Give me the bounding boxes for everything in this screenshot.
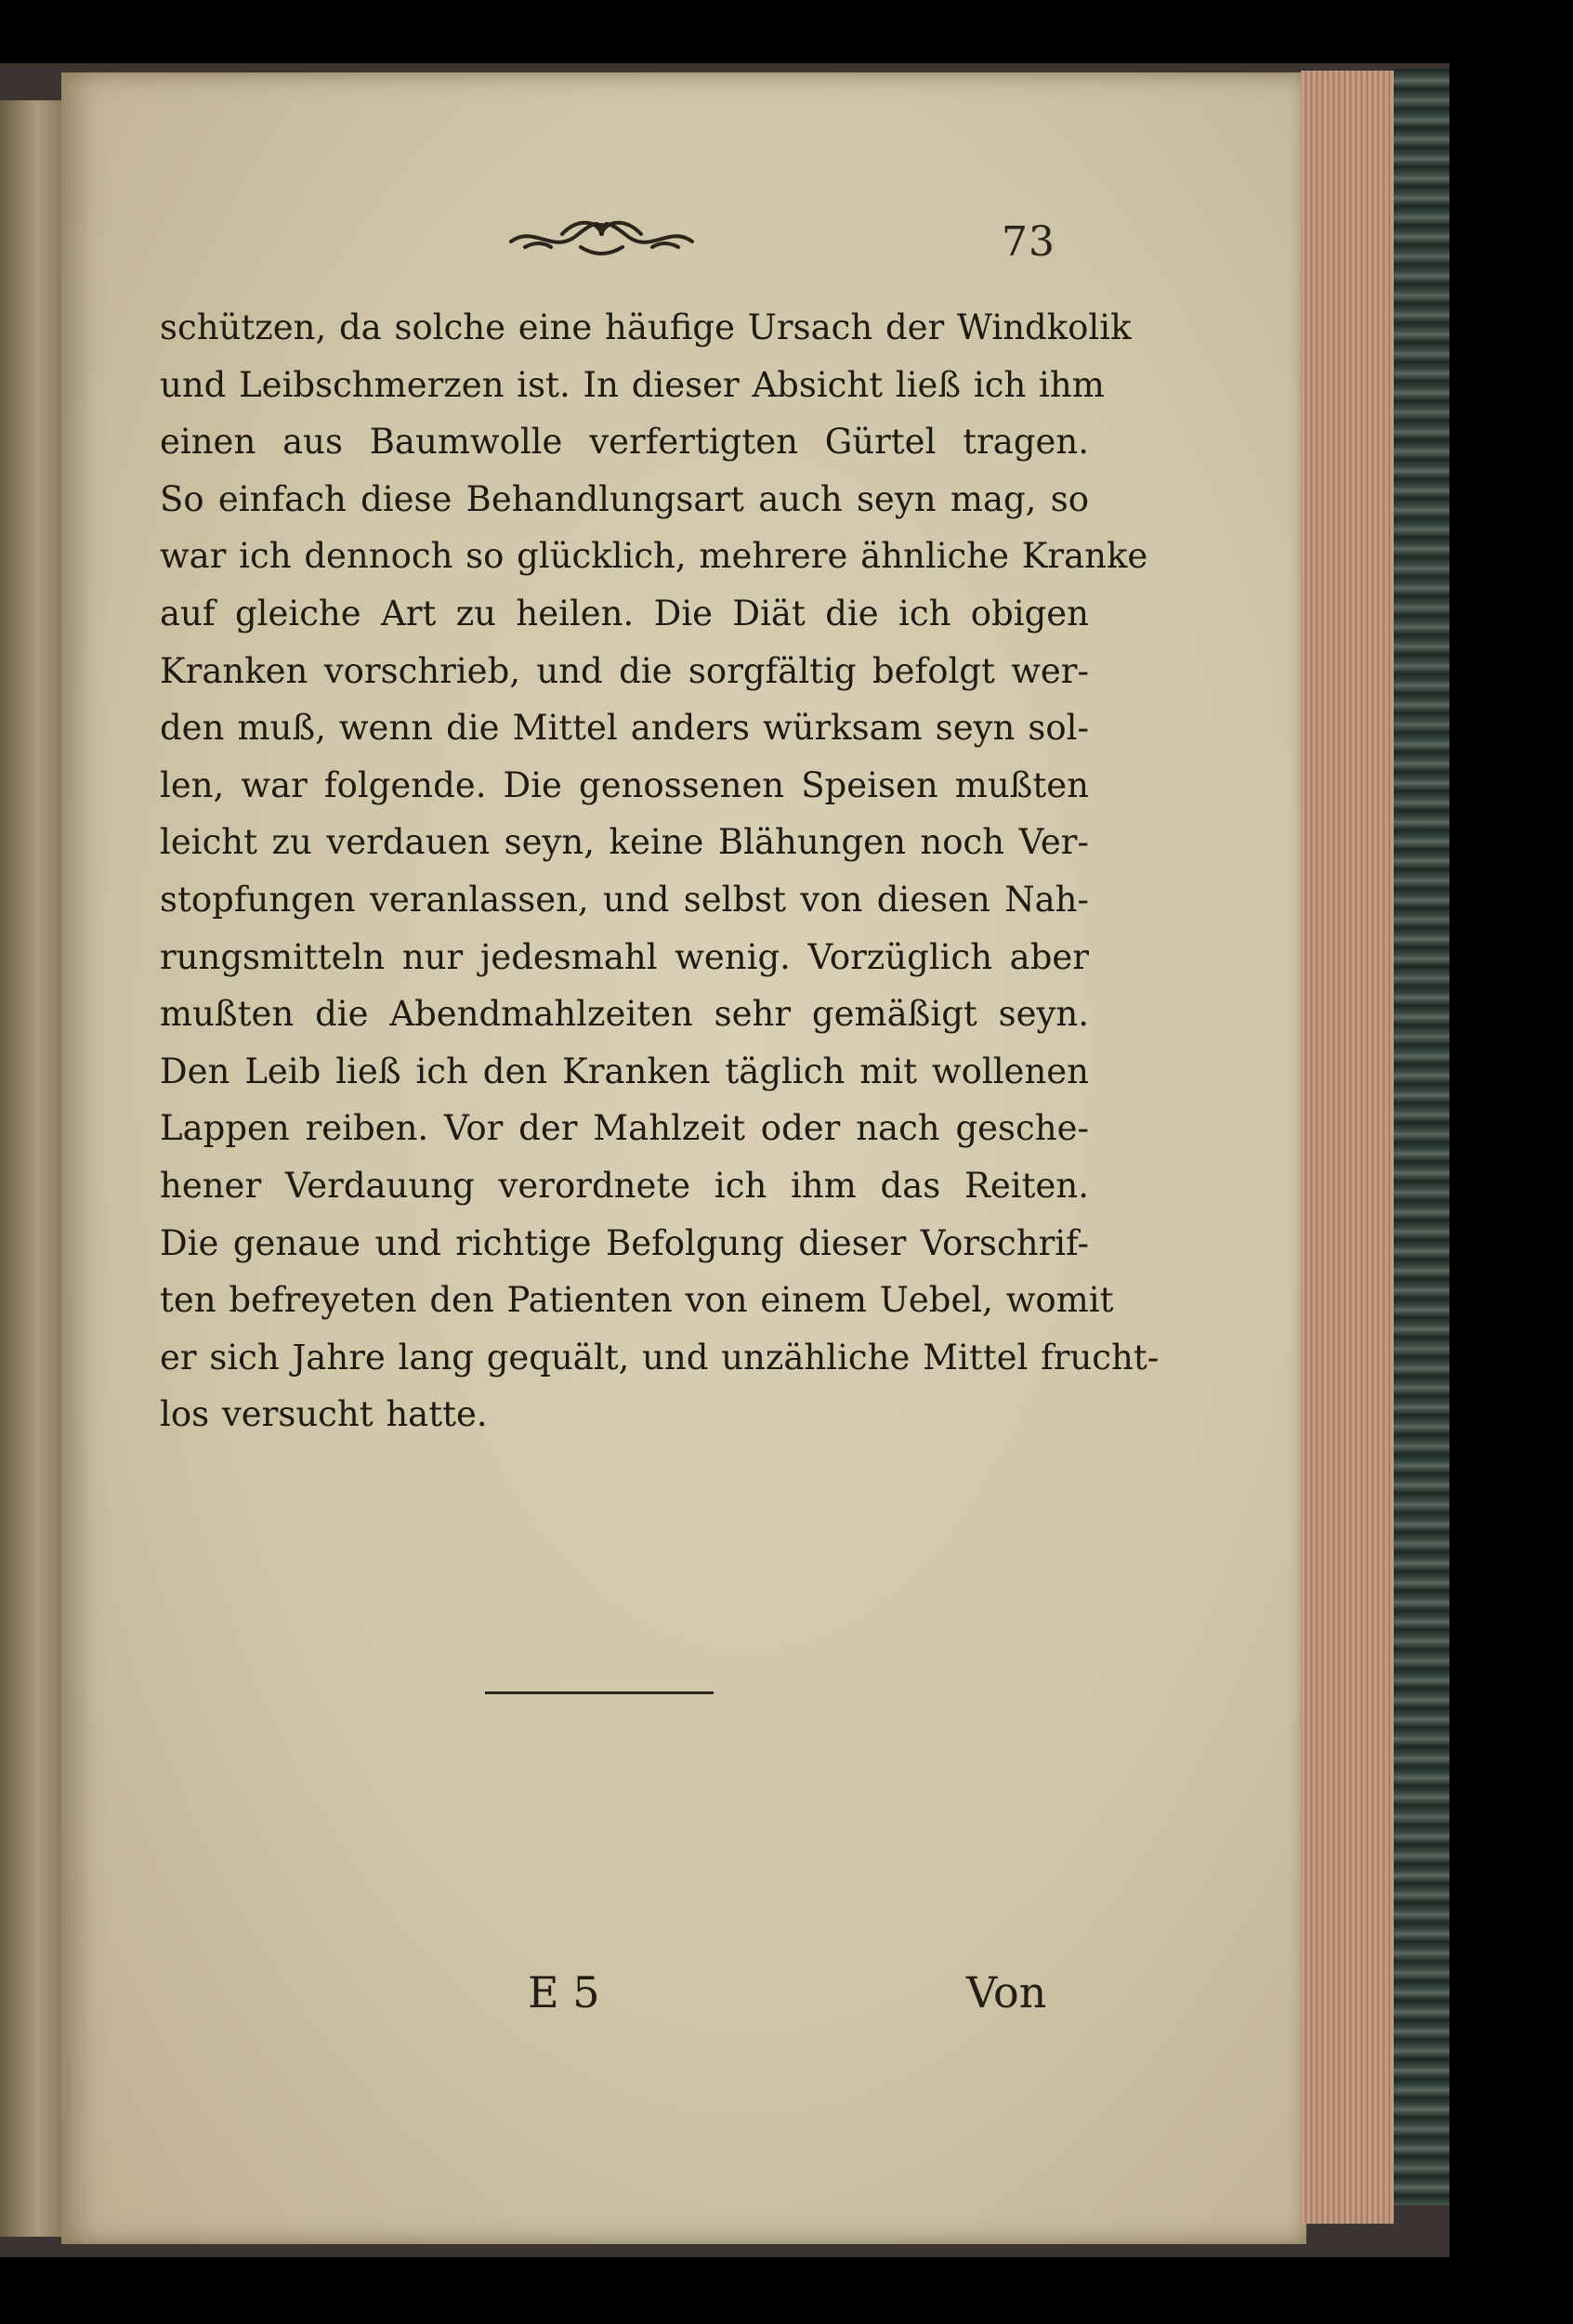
facing-page-edge (0, 100, 67, 2237)
text-line: stopfungen veranlassen, und selbst von diesen Nah- (160, 879, 1089, 920)
signature-mark: E 5 (528, 1967, 600, 2017)
text-line: Kranken vorschrieb, und die sorgfältig befolgt wer- (160, 650, 1089, 691)
text-line: rungsmitteln nur jedesmahl wenig. Vorzüglich aber (160, 936, 1089, 977)
text-line: und Leibschmerzen ist. In dieser Absicht ließ ich ihm (160, 364, 1105, 405)
text-line: schützen, da solche eine häufige Ursach der Windkolik (160, 307, 1132, 347)
book-cover-edge (1394, 69, 1449, 2205)
text-line: mußten die Abendmahlzeiten sehr gemäßigt seyn. (160, 994, 1089, 1035)
text-line: ten befreyeten den Patienten von einem Uebel, womit (160, 1280, 1114, 1321)
text-line: hener Verdauung verordnete ich ihm das Reiten. (160, 1165, 1089, 1206)
ornament-vignette-icon (506, 206, 697, 264)
text-line: auf gleiche Art zu heilen. Die Diät die ich obigen (160, 593, 1089, 633)
text-line: den muß, wenn die Mittel anders würksam seyn sol- (160, 708, 1089, 749)
section-rule (485, 1691, 714, 1694)
body-text (160, 299, 1160, 1443)
catchword: Von (966, 1967, 1047, 2017)
page-number: 73 (1002, 218, 1055, 266)
text-line: So einfach diese Behandlungsart auch seyn mag, so (160, 478, 1089, 519)
page-edges (1301, 71, 1394, 2224)
text-line: Lappen reiben. Vor der Mahlzeit oder nach gesche- (160, 1108, 1089, 1149)
text-line: war ich dennoch so glücklich, mehrere ähnliche Kranke (160, 536, 1148, 577)
text-line: leicht zu verdauen seyn, keine Blähungen noch Ver- (160, 822, 1089, 863)
text-line: los versucht hatte. (160, 1394, 488, 1435)
text-line: er sich Jahre lang gequält, und unzähliche Mittel frucht- (160, 1337, 1160, 1377)
text-line: Den Leib ließ ich den Kranken täglich mit wollenen (160, 1051, 1089, 1091)
text-line: einen aus Baumwolle verfertigten Gürtel tragen. (160, 422, 1089, 463)
text-line: Die genaue und richtige Befolgung dieser Vorschrif- (160, 1222, 1089, 1263)
text-line: len, war folgende. Die genossenen Speisen mußten (160, 764, 1089, 805)
